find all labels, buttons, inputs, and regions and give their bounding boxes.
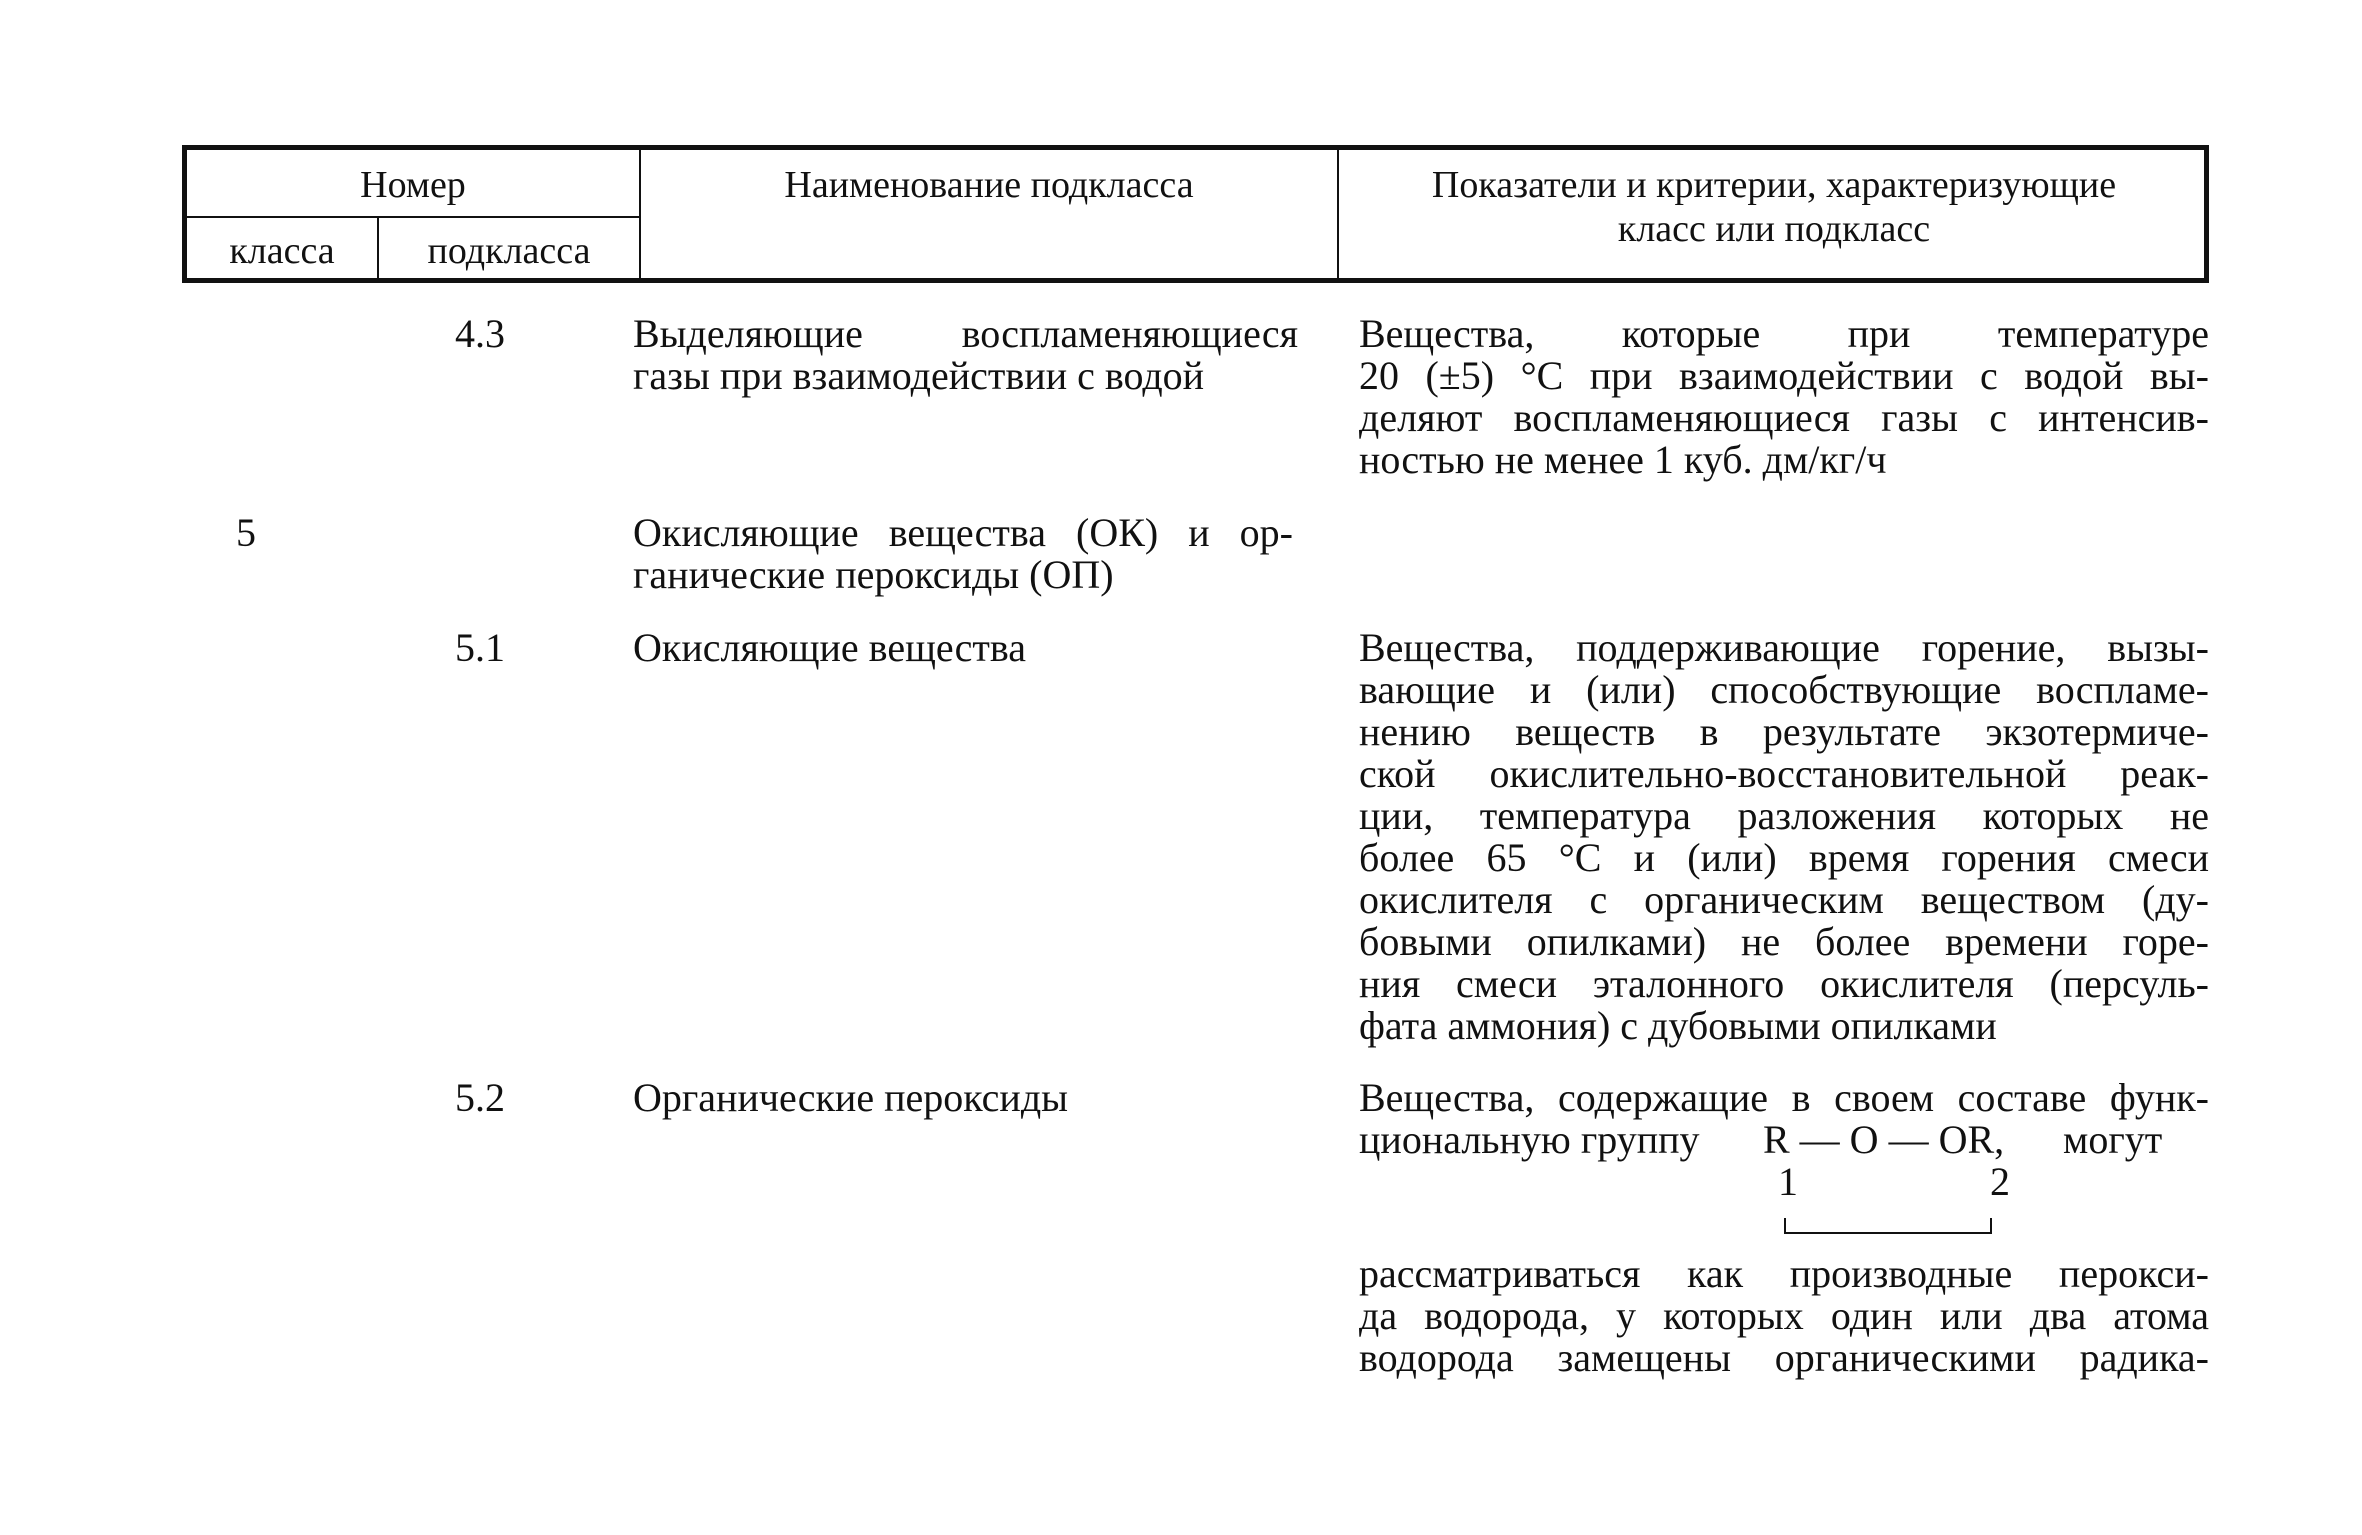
subclass-criteria-continued — [1359, 1253, 2209, 1379]
table-header — [182, 145, 2209, 283]
class-name — [633, 512, 1293, 596]
header-podklassa: подкласса — [427, 230, 591, 272]
criteria-line: водорода замещены органическими радика- — [1359, 1335, 2209, 1380]
criteria-line: да водорода, у которых один или два атома — [1359, 1293, 2209, 1338]
class-number: 5 — [236, 510, 256, 555]
criteria-line-prefix: циональную группу — [1359, 1117, 1700, 1162]
subclass-criteria — [1359, 1077, 2209, 1119]
criteria-line: ции, температура разложения которых не — [1359, 793, 2209, 838]
criteria-line: Вещества, которые при температуре — [1359, 311, 2209, 356]
header-nomer: Номер — [360, 164, 466, 206]
header-pokazateli-line2: класс или подкласс — [1617, 208, 1931, 250]
header-klassa: класса — [229, 230, 335, 272]
subclass-number: 5.2 — [455, 1075, 505, 1120]
criteria-line: ностью не менее 1 куб. дм/кг/ч — [1359, 437, 1887, 482]
criteria-line: Вещества, поддерживающие горение, вызы- — [1359, 625, 2209, 670]
subclass-number: 4.3 — [455, 311, 505, 356]
subclass-name — [633, 313, 1298, 397]
criteria-line: рассматриваться как производные перокси- — [1359, 1251, 2209, 1296]
name-line: ганические пероксиды (ОП) — [633, 552, 1114, 597]
subclass-criteria — [1359, 313, 2209, 481]
criteria-line-suffix: могут — [2063, 1117, 2163, 1162]
subclass-name: Окисляющие вещества — [633, 625, 1026, 670]
criteria-line: ской окислительно-восстановительной реак- — [1359, 751, 2209, 796]
criteria-line: ния смеси эталонного окислителя (персуль- — [1359, 961, 2209, 1006]
criteria-line: более 65 °С и (или) время горения смеси — [1359, 835, 2209, 880]
formula-index-1: 1 — [1778, 1159, 1798, 1204]
criteria-line: бовыми опилками) не более времени горе- — [1359, 919, 2209, 964]
chemical-formula: R — O — OR, — [1763, 1117, 2005, 1162]
subclass-name: Органические пероксиды — [633, 1075, 1069, 1120]
criteria-line: фата аммония) с дубовыми опилками — [1359, 1003, 1997, 1048]
criteria-line: Вещества, содержащие в своем составе функ- — [1359, 1075, 2209, 1120]
criteria-line: окислителя с органическим веществом (ду- — [1359, 877, 2209, 922]
header-pokazateli-line1: Показатели и критерии, характеризующие — [1431, 164, 2117, 206]
header-naimenovanie: Наименование подкласса — [784, 164, 1194, 206]
subclass-criteria — [1359, 627, 2209, 1047]
formula-bracket — [1784, 1218, 1992, 1234]
criteria-line: деляют воспламеняющиеся газы с интенсив- — [1359, 395, 2209, 440]
header-divider-row — [187, 216, 639, 218]
name-line: газы при взаимодействии с водой — [633, 353, 1205, 398]
criteria-line: вающие и (или) способствующие воспламе- — [1359, 667, 2209, 712]
subclass-number: 5.1 — [455, 625, 505, 670]
criteria-line: нению веществ в результате экзотермиче- — [1359, 709, 2209, 754]
name-line: Окисляющие вещества (ОК) и ор- — [633, 510, 1293, 555]
criteria-line: 20 (±5) °С при взаимодействии с водой вы- — [1359, 353, 2209, 398]
formula-index-2: 2 — [1990, 1159, 2010, 1204]
name-line: Выделяющие воспламеняющиеся — [633, 311, 1298, 356]
